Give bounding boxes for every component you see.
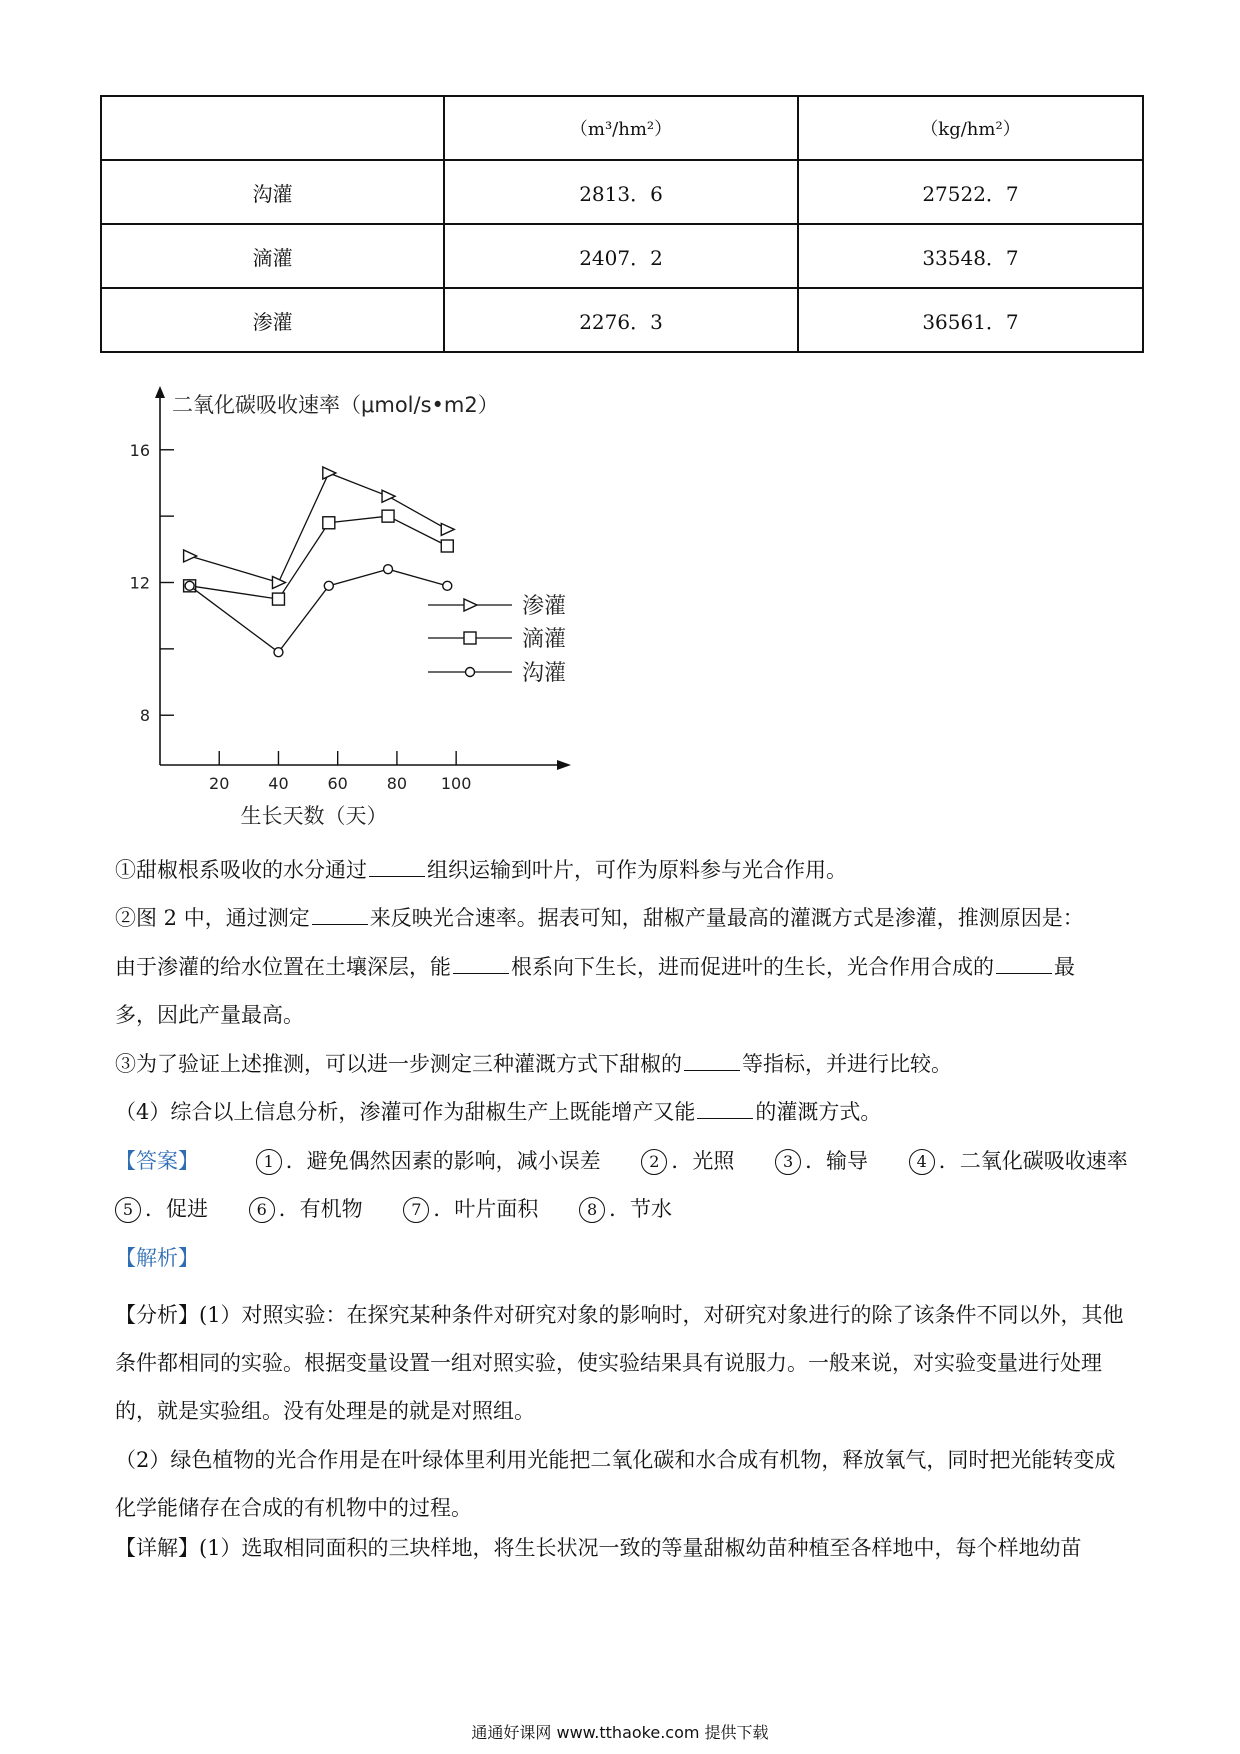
irrigation-table — [100, 95, 1144, 353]
circled-number: 5 — [115, 1197, 141, 1223]
question-text: 多，因此产量最高。 — [115, 1003, 304, 1027]
question-text: 等指标，并进行比较。 — [742, 1052, 952, 1076]
series-line — [190, 569, 448, 652]
circled-number: 3 — [775, 1149, 801, 1175]
table-row — [101, 288, 1143, 352]
question-text: 最 — [1054, 955, 1075, 979]
answer-text: ．二氧化碳吸收速率 — [938, 1149, 1128, 1173]
analysis-paragraph-1: 【分析】(1）对照实验：在探究某种条件对研究对象的影响时，对研究对象进行的除了该条件不同以外，其他条件都相同的实验。根据变量设置一组对照实验，使实验结果具有说服力。一般来说，对实验变量进行处理的，就是实验组。没有处理是的就是对照组。 — [115, 1303, 1124, 1423]
legend-marker — [466, 668, 475, 677]
table-cell: 2276．3 — [444, 288, 798, 352]
question-text: ③为了验证上述推测，可以进一步测定三种灌溉方式下甜椒的 — [115, 1052, 682, 1076]
answer-text: ．有机物 — [278, 1197, 363, 1221]
data-point — [384, 565, 393, 574]
answer-text: ．促进 — [145, 1197, 208, 1221]
x-tick-label: 20 — [209, 774, 230, 793]
question-line-6 — [115, 1097, 1135, 1129]
table-cell: 36561．7 — [798, 288, 1143, 352]
legend-label: 滴灌 — [522, 627, 567, 652]
data-point — [382, 490, 395, 502]
answer-item — [403, 1194, 538, 1226]
question-text: ②图 2 中，通过测定 — [115, 906, 310, 930]
circled-number: 7 — [403, 1197, 429, 1223]
answer-item — [579, 1194, 672, 1226]
circled-number: 8 — [579, 1197, 605, 1223]
circled-number: 4 — [909, 1149, 935, 1175]
answer-item — [115, 1194, 208, 1226]
data-point — [184, 550, 197, 562]
answer-item — [641, 1146, 734, 1178]
table-header-cell: （m³/hm²） — [444, 96, 798, 160]
answer-blank — [996, 953, 1052, 974]
analysis-label: 【解析】 — [115, 1246, 199, 1270]
x-tick-label: 60 — [327, 774, 348, 793]
data-point — [272, 593, 284, 605]
data-point — [323, 467, 336, 479]
x-axis-arrow — [557, 760, 571, 770]
answer-line-1 — [115, 1146, 1135, 1178]
answer-item — [775, 1146, 868, 1178]
legend-label: 沟灌 — [522, 661, 567, 686]
table-row — [101, 160, 1143, 224]
answer-text: ．叶片面积 — [433, 1197, 539, 1221]
table-header-cell — [101, 96, 444, 160]
x-tick-label: 100 — [440, 774, 472, 793]
table-cell: 2407．2 — [444, 224, 798, 288]
data-point — [443, 581, 452, 590]
series-line — [190, 516, 448, 599]
answer-blank — [697, 1098, 753, 1119]
question-line-1 — [115, 855, 1135, 887]
circled-number: 1 — [256, 1149, 282, 1175]
answer-text: ．光照 — [671, 1149, 735, 1173]
question-text: 根系向下生长，进而促进叶的生长，光合作用合成的 — [511, 955, 994, 979]
table-cell: 33548．7 — [798, 224, 1143, 288]
answer-item — [909, 1146, 1128, 1178]
legend-label: 渗灌 — [522, 594, 567, 619]
answer-text: ．避免偶然因素的影响，减小误差 — [285, 1149, 601, 1173]
question-line-5 — [115, 1049, 1135, 1081]
legend-marker — [464, 632, 476, 644]
answer-label: 【答案】 — [115, 1149, 199, 1173]
table-row — [101, 224, 1143, 288]
data-point — [441, 523, 454, 535]
answer-text: ．输导 — [805, 1149, 869, 1173]
data-point — [272, 577, 285, 589]
table-cell: 27522．7 — [798, 160, 1143, 224]
x-tick-label: 40 — [268, 774, 289, 793]
circled-number: 2 — [641, 1149, 667, 1175]
table-header-row — [101, 96, 1143, 160]
table-cell: 2813．6 — [444, 160, 798, 224]
co2-absorption-chart — [110, 380, 590, 830]
data-point — [382, 510, 394, 522]
table-cell: 渗灌 — [101, 288, 444, 352]
x-tick-label: 80 — [386, 774, 408, 793]
data-point — [324, 581, 333, 590]
answer-line-2 — [115, 1194, 1135, 1226]
question-text: 来反映光合速率。据表可知，甜椒产量最高的灌溉方式是渗灌，推测原因是： — [369, 906, 1084, 930]
data-point — [185, 581, 194, 590]
y-axis-title: 二氧化碳吸收速率（μmol/s•m2） — [172, 393, 499, 417]
question-text: （4）综合以上信息分析，渗灌可作为甜椒生产上既能增产又能 — [115, 1100, 696, 1124]
question-text: 的灌溉方式。 — [755, 1100, 882, 1124]
legend-marker — [464, 599, 477, 611]
y-tick-label: 8 — [139, 706, 150, 726]
answer-item — [256, 1146, 601, 1178]
answer-text: ．节水 — [609, 1197, 673, 1221]
table-cell: 滴灌 — [101, 224, 444, 288]
answer-blank — [684, 1050, 740, 1071]
answer-blank — [453, 953, 509, 974]
circled-number: 6 — [249, 1197, 275, 1223]
answer-item — [249, 1194, 363, 1226]
data-point — [274, 648, 283, 657]
table-cell: 沟灌 — [101, 160, 444, 224]
data-point — [441, 540, 453, 552]
page-footer: 通通好课网 www.tthaoke.com 提供下载 — [471, 1723, 769, 1742]
question-text: ①甜椒根系吸收的水分通过 — [115, 858, 367, 882]
data-point — [323, 517, 335, 529]
question-text: 组织运输到叶片，可作为原料参与光合作用。 — [427, 858, 847, 882]
question-line-2 — [115, 903, 1135, 935]
table-header-cell: （kg/hm²） — [798, 96, 1143, 160]
detail-paragraph: 【详解】(1）选取相同面积的三块样地，将生长状况一致的等量甜椒幼苗种植至各样地中，每个样地幼苗 — [115, 1536, 1082, 1560]
question-line-4 — [115, 1000, 1135, 1032]
y-tick-label: 12 — [129, 573, 150, 593]
y-axis-arrow — [155, 386, 165, 398]
series-line — [190, 473, 448, 583]
answer-blank — [312, 904, 368, 925]
x-axis-title: 生长天数（天） — [240, 804, 388, 828]
y-tick-label: 16 — [129, 440, 150, 460]
question-text: 由于渗灌的给水位置在土壤深层，能 — [115, 955, 451, 979]
answer-blank — [369, 856, 425, 877]
analysis-paragraph-2: （2）绿色植物的光合作用是在叶绿体里利用光能把二氧化碳和水合成有机物，释放氧气，同时把光能转变成化学能储存在合成的有机物中的过程。 — [115, 1448, 1116, 1520]
question-line-3 — [115, 952, 1135, 984]
